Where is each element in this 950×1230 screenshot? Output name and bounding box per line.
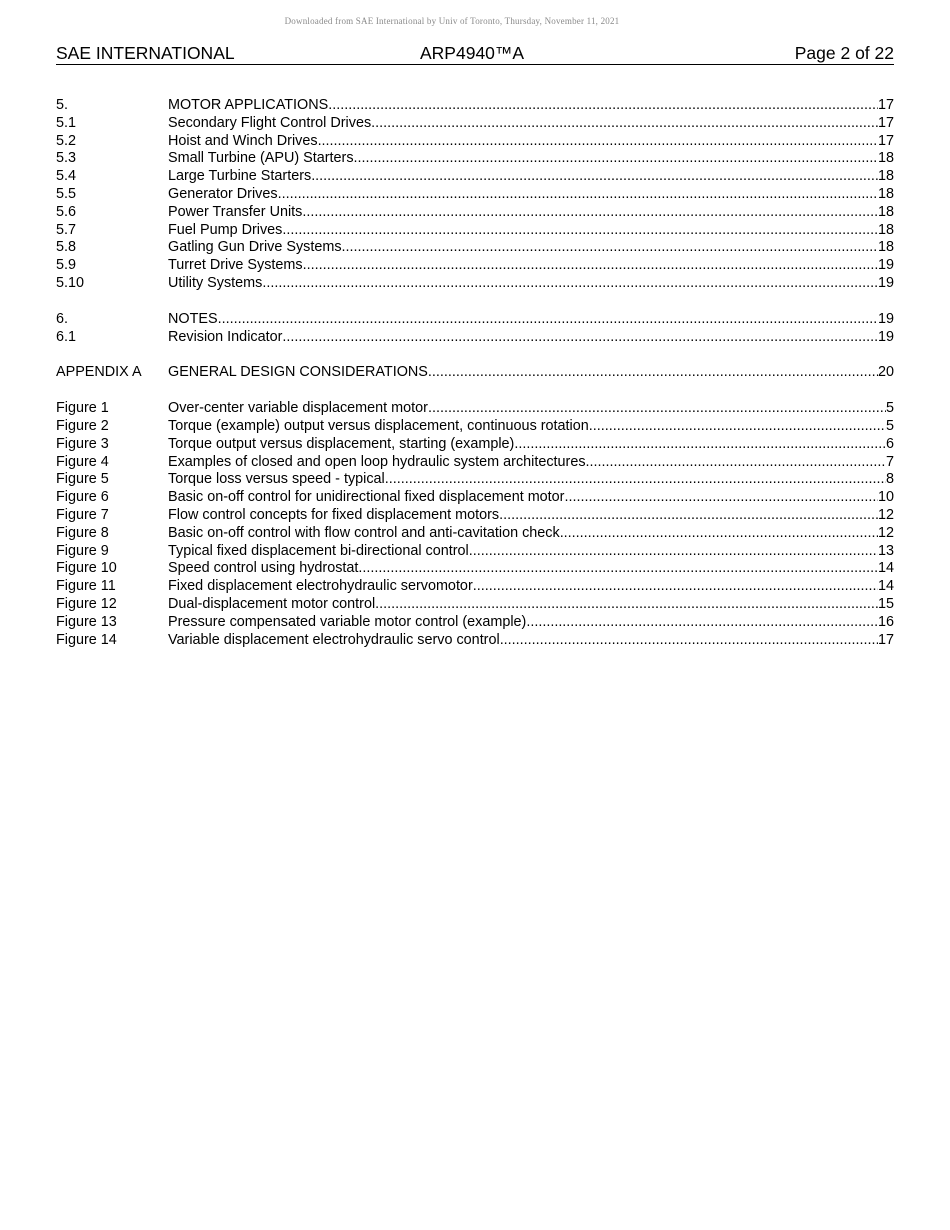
toc-entry-number: 5.6 (56, 203, 77, 220)
toc-entry-title: Basic on-off control for unidirectional fixed displacement motor (168, 489, 565, 506)
dot-leader (303, 257, 878, 275)
toc-entry-line (168, 97, 894, 115)
dot-leader (586, 454, 886, 472)
toc-entry[interactable] (56, 257, 894, 275)
toc-entry-title: Dual-displacement motor control (168, 595, 376, 612)
toc-entry[interactable] (56, 239, 894, 257)
toc-entry-title: Secondary Flight Control Drives (168, 114, 372, 131)
toc-entry-title: Turret Drive Systems (168, 257, 303, 274)
toc-entry-line (168, 454, 894, 472)
toc-entry-line (168, 632, 894, 650)
toc-entry-line (168, 543, 894, 561)
toc-entry-page: 10 (877, 489, 894, 506)
dot-leader (358, 560, 878, 578)
toc-entry-line (168, 471, 894, 489)
toc-entry-number: Figure 3 (56, 435, 109, 452)
toc-entry-line (168, 400, 894, 418)
dot-leader (328, 97, 878, 115)
toc-entry-number: 5.4 (56, 168, 77, 185)
toc-entry-number: 5.10 (56, 274, 85, 291)
toc-entry[interactable] (56, 329, 894, 347)
toc-entry[interactable] (56, 614, 894, 632)
toc-entry-line (168, 133, 894, 151)
toc-entry-line (168, 222, 894, 240)
toc-entry-page: 17 (877, 97, 894, 113)
toc-entry-line (168, 489, 894, 507)
toc-entry-line (168, 525, 894, 543)
toc-entry-number: Figure 5 (56, 471, 109, 488)
toc-entry-number: Figure 4 (56, 453, 109, 470)
dot-leader (589, 418, 886, 436)
toc-entry-page: 6 (885, 435, 894, 452)
dot-leader (282, 222, 878, 240)
toc-entry-line (168, 507, 894, 525)
toc-entry[interactable] (56, 186, 894, 204)
toc-entry[interactable] (56, 632, 894, 650)
dot-leader (499, 507, 878, 525)
toc-entry-page: 17 (877, 114, 894, 131)
dot-leader (262, 275, 878, 293)
toc-entry-number: 5.8 (56, 239, 77, 256)
toc-entry-title: MOTOR APPLICATIONS (168, 97, 329, 113)
toc-entry[interactable] (56, 507, 894, 525)
toc-entry-line (168, 311, 894, 329)
dot-leader (371, 115, 878, 133)
toc-entry-page: 18 (877, 221, 894, 238)
download-watermark: Downloaded from SAE International by Univ of Toronto, Thursday, November 11, 2021 (284, 16, 620, 26)
toc-entry-title: Pressure compensated variable motor control (example) (168, 613, 527, 630)
toc-entry-line (168, 186, 894, 204)
toc-entry-title: GENERAL DESIGN CONSIDERATIONS (168, 364, 428, 381)
toc-entry[interactable] (56, 133, 894, 151)
toc-entry[interactable] (56, 168, 894, 186)
dot-leader (469, 543, 878, 561)
toc-entry-number: 5.5 (56, 185, 77, 202)
toc-entry-page: 14 (877, 560, 894, 577)
toc-entry-line (168, 614, 894, 632)
toc-entry-title: Basic on-off control with flow control and anti-cavitation check (168, 524, 560, 541)
toc-entry-title: Fuel Pump Drives (168, 221, 283, 238)
toc-entry-page: 12 (877, 506, 894, 523)
dot-leader (311, 168, 878, 186)
toc-entry-page: 19 (877, 310, 894, 327)
dot-leader (500, 632, 878, 650)
toc-entry-number: APPENDIX A (56, 364, 142, 381)
toc-entry[interactable] (56, 489, 894, 507)
toc-entry-number: Figure 10 (56, 560, 117, 577)
toc-entry-number: Figure 2 (56, 417, 109, 434)
dot-leader (428, 364, 878, 382)
toc-entry[interactable] (56, 400, 894, 418)
dot-leader (375, 596, 878, 614)
toc-entry-line (168, 560, 894, 578)
toc-entry-page: 18 (877, 239, 894, 256)
toc-entry-title: Fixed displacement electrohydraulic servomotor (168, 578, 473, 595)
toc-entry[interactable] (56, 436, 894, 454)
toc-entry-number: 5. (56, 97, 69, 113)
toc-entry-number: Figure 9 (56, 542, 109, 559)
toc-entry-line (168, 204, 894, 222)
toc-entry-page: 19 (877, 328, 894, 345)
toc-entry-page: 5 (885, 400, 894, 417)
toc-entry-number: 5.7 (56, 221, 77, 238)
toc-entry-page: 20 (877, 364, 894, 381)
toc-entry[interactable] (56, 115, 894, 133)
dot-leader (564, 489, 878, 507)
toc-entry-page: 18 (877, 150, 894, 167)
toc-entry[interactable] (56, 204, 894, 222)
toc-entry-number: 5.9 (56, 257, 77, 274)
toc-entry-page: 19 (877, 257, 894, 274)
toc-entry-title: Torque output versus displacement, starting (example) (168, 435, 515, 452)
toc-entry-title: Variable displacement electrohydraulic servo control (168, 631, 500, 648)
toc-entry-page: 18 (877, 203, 894, 220)
toc-entry-number: Figure 11 (56, 578, 116, 595)
toc-entry[interactable] (56, 275, 894, 293)
toc-entry-number: Figure 13 (56, 613, 117, 630)
toc-group (56, 97, 894, 293)
toc-entry-line (168, 329, 894, 347)
toc-entry-page: 17 (877, 631, 894, 648)
toc-group (56, 311, 894, 347)
toc-entry-title: Typical fixed displacement bi-directional control (168, 542, 469, 559)
toc-entry[interactable] (56, 97, 894, 115)
page-indicator: Page 2 of 22 (794, 43, 894, 63)
toc-entry[interactable] (56, 578, 894, 596)
toc-entry-title: Over-center variable displacement motor (168, 400, 428, 417)
toc-entry[interactable] (56, 543, 894, 561)
toc-entry-page: 17 (877, 132, 894, 149)
toc-entry-line (168, 578, 894, 596)
toc-entry-title: Hoist and Winch Drives (168, 132, 318, 149)
dot-leader (282, 329, 878, 347)
toc-entry-title: Generator Drives (168, 185, 278, 202)
toc-entry[interactable] (56, 364, 894, 382)
toc-entry-number: Figure 14 (56, 631, 117, 648)
toc-entry[interactable] (56, 311, 894, 329)
dot-leader (560, 525, 878, 543)
dot-leader (218, 311, 878, 329)
toc-entry[interactable] (56, 596, 894, 614)
toc-entry-line (168, 596, 894, 614)
toc-entry-page: 7 (885, 453, 894, 470)
toc-entry-title: Gatling Gun Drive Systems (168, 239, 342, 256)
toc-entry-title: Large Turbine Starters (168, 168, 312, 185)
toc-entry-title: Speed control using hydrostat (168, 560, 359, 577)
toc-entry-line (168, 257, 894, 275)
toc-entry-title: Examples of closed and open loop hydraulic system architectures (168, 453, 586, 470)
toc-entry-page: 14 (877, 578, 894, 595)
dot-leader (354, 150, 878, 168)
dot-leader (302, 204, 878, 222)
toc-entry-page: 8 (885, 471, 894, 488)
toc-entry-line (168, 150, 894, 168)
toc-entry-title: Torque (example) output versus displacement, continuous rotation (168, 417, 589, 434)
toc-entry-line (168, 115, 894, 133)
dot-leader (428, 400, 886, 418)
toc-entry[interactable] (56, 525, 894, 543)
toc-entry-line (168, 436, 894, 454)
toc-entry-page: 18 (877, 168, 894, 185)
dot-leader (278, 186, 878, 204)
toc-entry-title: Flow control concepts for fixed displacement motors (168, 506, 500, 523)
toc-entry-number: Figure 8 (56, 524, 109, 541)
toc-entry-line (168, 168, 894, 186)
toc-entry-title: Power Transfer Units (168, 203, 303, 220)
toc-entry-page: 5 (885, 417, 894, 434)
toc-entry-page: 18 (877, 185, 894, 202)
document-number: ARP4940™A (420, 43, 525, 63)
toc-entry-number: Figure 12 (56, 595, 117, 612)
dot-leader (342, 239, 878, 257)
toc-entry[interactable] (56, 454, 894, 472)
toc-entry[interactable] (56, 222, 894, 240)
toc-entry-number: Figure 1 (56, 400, 109, 417)
toc-entry-page: 12 (877, 524, 894, 541)
toc-entry-title: Torque loss versus speed - typical (168, 471, 385, 488)
toc-entry-page: 19 (877, 274, 894, 291)
toc-entry-number: 5.1 (56, 114, 77, 131)
toc-entry-title: Utility Systems (168, 274, 263, 291)
toc-entry-page: 15 (877, 595, 894, 612)
dot-leader (473, 578, 878, 596)
toc-entry[interactable] (56, 418, 894, 436)
toc-entry-number: 6. (56, 310, 69, 327)
dot-leader (385, 471, 886, 489)
toc-entry-line (168, 239, 894, 257)
toc-entry-line (168, 275, 894, 293)
toc-entry-title: Small Turbine (APU) Starters (168, 150, 354, 167)
dot-leader (514, 436, 886, 454)
toc-group (56, 400, 894, 649)
toc-entry-title: Revision Indicator (168, 328, 283, 345)
toc-entry-page: 16 (877, 613, 894, 630)
toc-entry-number: Figure 6 (56, 489, 109, 506)
table-of-contents (56, 97, 894, 667)
page-header (56, 44, 894, 65)
toc-entry-number: Figure 7 (56, 506, 109, 523)
toc-entry[interactable] (56, 560, 894, 578)
toc-entry-line (168, 418, 894, 436)
dot-leader (526, 614, 878, 632)
toc-entry-number: 5.3 (56, 150, 77, 167)
dot-leader (318, 133, 878, 151)
toc-entry-page: 13 (877, 542, 894, 559)
toc-entry-line (168, 364, 894, 382)
toc-entry[interactable] (56, 471, 894, 489)
toc-entry-number: 6.1 (56, 328, 77, 345)
toc-entry-number: 5.2 (56, 132, 77, 149)
toc-group (56, 364, 894, 382)
publisher-name: SAE INTERNATIONAL (56, 43, 235, 63)
toc-entry[interactable] (56, 150, 894, 168)
toc-entry-title: NOTES (168, 310, 218, 327)
